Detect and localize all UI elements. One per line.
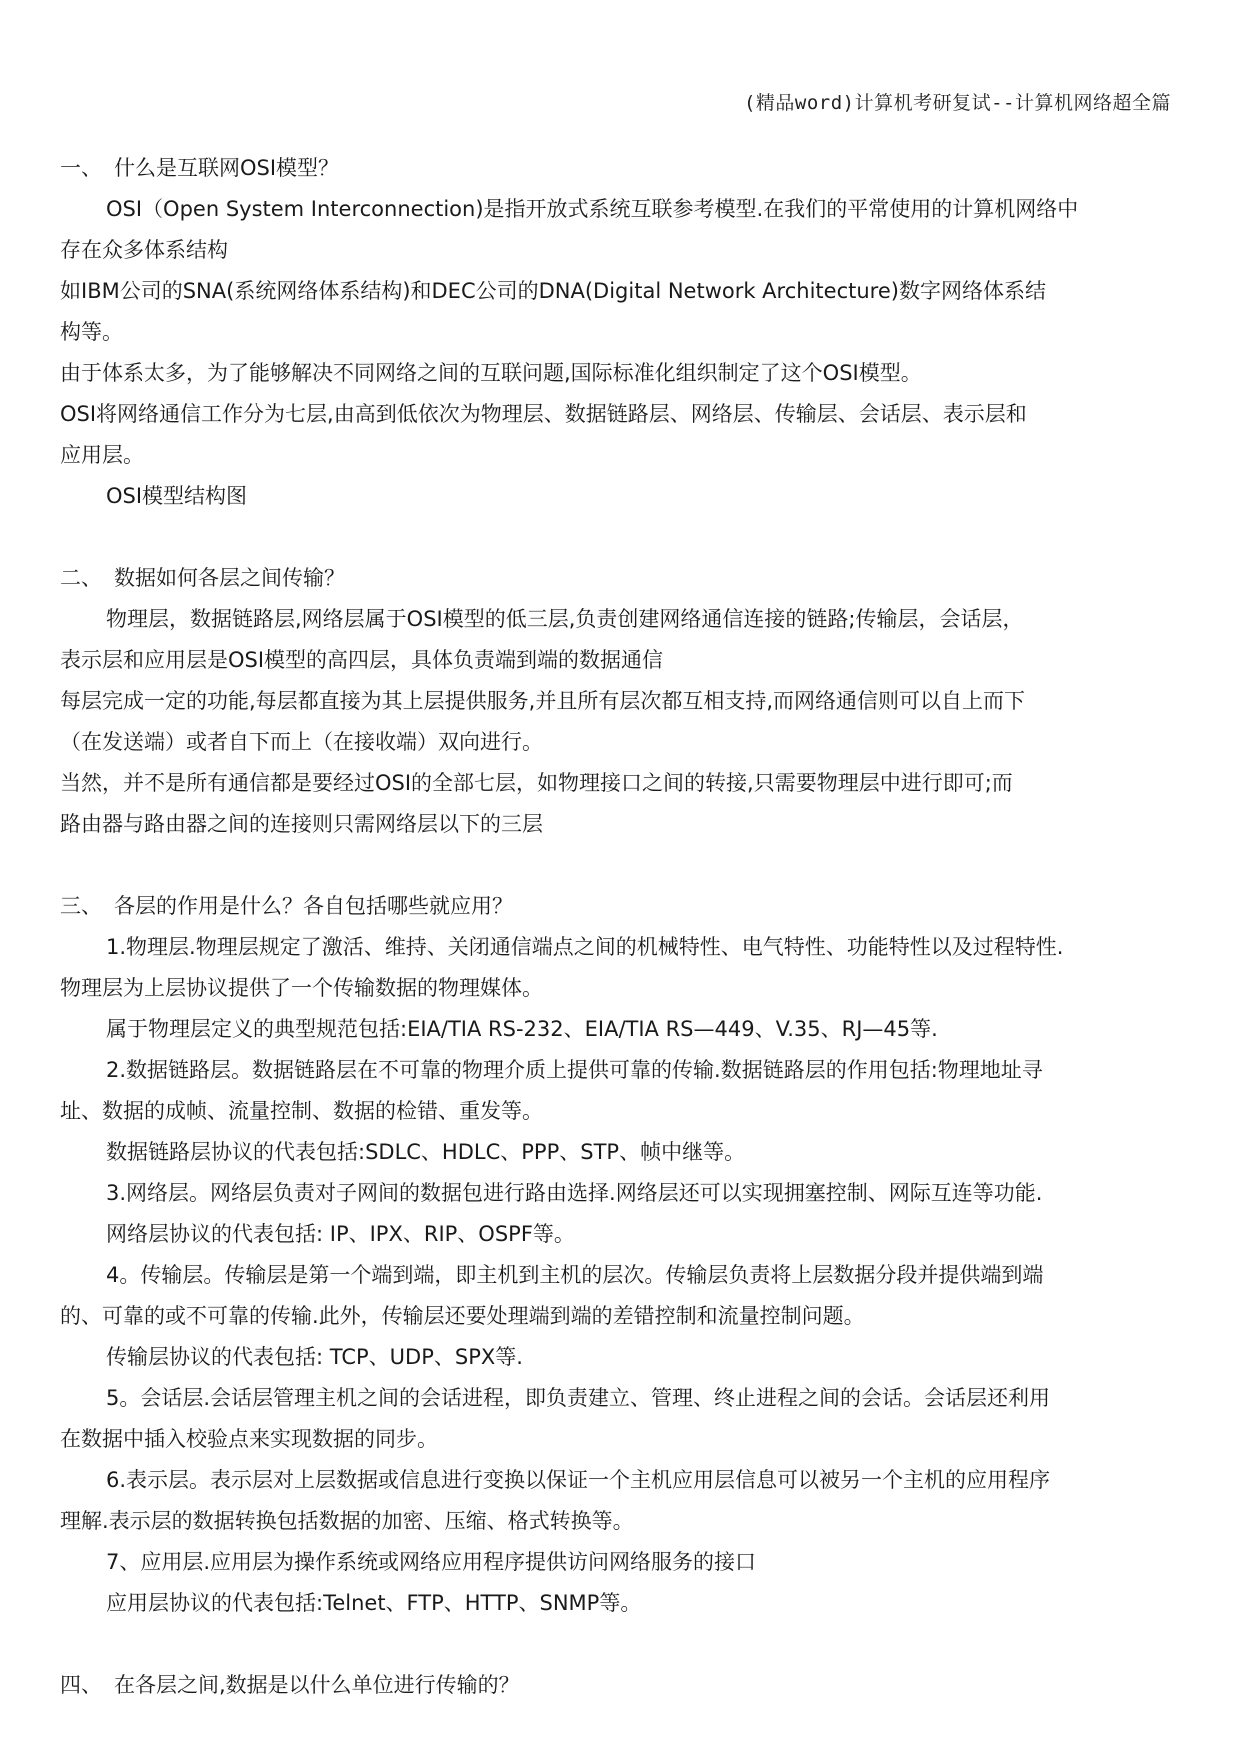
paragraph-line: 物理层，数据链路层,网络层属于OSI模型的低三层,负责创建网络通信连接的链路;传输层，会话层，: [106, 607, 1024, 631]
paragraph-line: 属于物理层定义的典型规范包括:EIA/TIA RS-232、EIA/TIA RS—449、V.35、RJ—45等.: [106, 1017, 938, 1041]
section-heading-text: 数据如何各层之间传输？: [114, 566, 345, 590]
section-heading-text: 什么是互联网OSI模型？: [114, 156, 340, 180]
paragraph-line: 当然，并不是所有通信都是要经过OSI的全部七层，如物理接口之间的转接,只需要物理层中进行即可;而: [60, 771, 1013, 795]
paragraph-line: 应用层。: [60, 443, 144, 467]
paragraph-line: OSI（Open System Interconnection)是指开放式系统互联参考模型.在我们的平常使用的计算机网络中: [106, 197, 1079, 221]
section-heading: [60, 558, 1190, 599]
paragraph-line: 网络层协议的代表包括: IP、IPX、RIP、OSPF等。: [106, 1222, 575, 1246]
paragraph-line: 存在众多体系结构: [60, 238, 228, 262]
section-heading: [60, 886, 1190, 927]
paragraph-line: 6.表示层。表示层对上层数据或信息进行变换以保证一个主机应用层信息可以被另一个主机的应用程序: [106, 1468, 1051, 1492]
section-heading: [60, 148, 1190, 189]
paragraph-line: （在发送端）或者自下而上（在接收端）双向进行。: [60, 730, 543, 754]
paragraph-line: 传输层协议的代表包括: TCP、UDP、SPX等.: [106, 1345, 523, 1369]
paragraph-line: 1.物理层.物理层规定了激活、维持、关闭通信端点之间的机械特性、电气特性、功能特性以及过程特性.: [106, 935, 1064, 959]
paragraph-line: 每层完成一定的功能,每层都直接为其上层提供服务,并且所有层次都互相支持,而网络通信则可以自上而下: [60, 689, 1026, 713]
section-gap: [60, 517, 1190, 558]
paragraph-line: 7、应用层.应用层为操作系统或网络应用程序提供访问网络服务的接口: [106, 1550, 757, 1574]
paragraph-line: 物理层为上层协议提供了一个传输数据的物理媒体。: [60, 976, 543, 1000]
section-heading-number: 四、: [60, 1673, 102, 1697]
section-gap: [60, 845, 1190, 886]
paragraph-line: 路由器与路由器之间的连接则只需网络层以下的三层: [60, 812, 543, 836]
section-heading-text: 各层的作用是什么？各自包括哪些就应用？: [114, 894, 513, 918]
paragraph-line: 如IBM公司的SNA(系统网络体系结构)和DEC公司的DNA(Digital Network Architecture)数字网络体系结: [60, 279, 1046, 303]
paragraph-line: OSI将网络通信工作分为七层,由高到低依次为物理层、数据链路层、网络层、传输层、会话层、表示层和: [60, 402, 1027, 426]
paragraph-line: 构等。: [60, 320, 123, 344]
paragraph-line: 表示层和应用层是OSI模型的高四层，具体负责端到端的数据通信: [60, 648, 664, 672]
paragraph-line: 由于体系太多，为了能够解决不同网络之间的互联问题,国际标准化组织制定了这个OSI模型。: [60, 361, 922, 385]
document-body: [60, 148, 1190, 1706]
section-heading-text: 在各层之间,数据是以什么单位进行传输的？: [114, 1673, 520, 1697]
paragraph-line: 址、数据的成帧、流量控制、数据的检错、重发等。: [60, 1099, 543, 1123]
paragraph-line: 4。传输层。传输层是第一个端到端，即主机到主机的层次。传输层负责将上层数据分段并提供端到端: [106, 1263, 1044, 1287]
paragraph-line: 在数据中插入校验点来实现数据的同步。: [60, 1427, 438, 1451]
paragraph-line: 数据链路层协议的代表包括:SDLC、HDLC、PPP、STP、帧中继等。: [106, 1140, 746, 1164]
paragraph-line: 应用层协议的代表包括:Telnet、FTP、HTTP、SNMP等。: [106, 1591, 642, 1615]
paragraph-line: 5。会话层.会话层管理主机之间的会话进程，即负责建立、管理、终止进程之间的会话。会话层还利用: [106, 1386, 1051, 1410]
section-heading-number: 二、: [60, 566, 102, 590]
paragraph-line: 的、可靠的或不可靠的传输.此外，传输层还要处理端到端的差错控制和流量控制问题。: [60, 1304, 865, 1328]
page-header-title: (精品word)计算机考研复试--计算机网络超全篇: [743, 92, 1171, 114]
paragraph-line: 2.数据链路层。数据链路层在不可靠的物理介质上提供可靠的传输.数据链路层的作用包括:物理地址寻: [106, 1058, 1043, 1082]
paragraph-line: 3.网络层。网络层负责对子网间的数据包进行路由选择.网络层还可以实现拥塞控制、网际互连等功能.: [106, 1181, 1043, 1205]
paragraph-line: 理解.表示层的数据转换包括数据的加密、压缩、格式转换等。: [60, 1509, 634, 1533]
section-heading-number: 一、: [60, 156, 102, 180]
section-gap: [60, 1624, 1190, 1665]
paragraph-line: OSI模型结构图: [106, 484, 248, 508]
section-heading-number: 三、: [60, 894, 102, 918]
section-heading: [60, 1665, 1190, 1706]
